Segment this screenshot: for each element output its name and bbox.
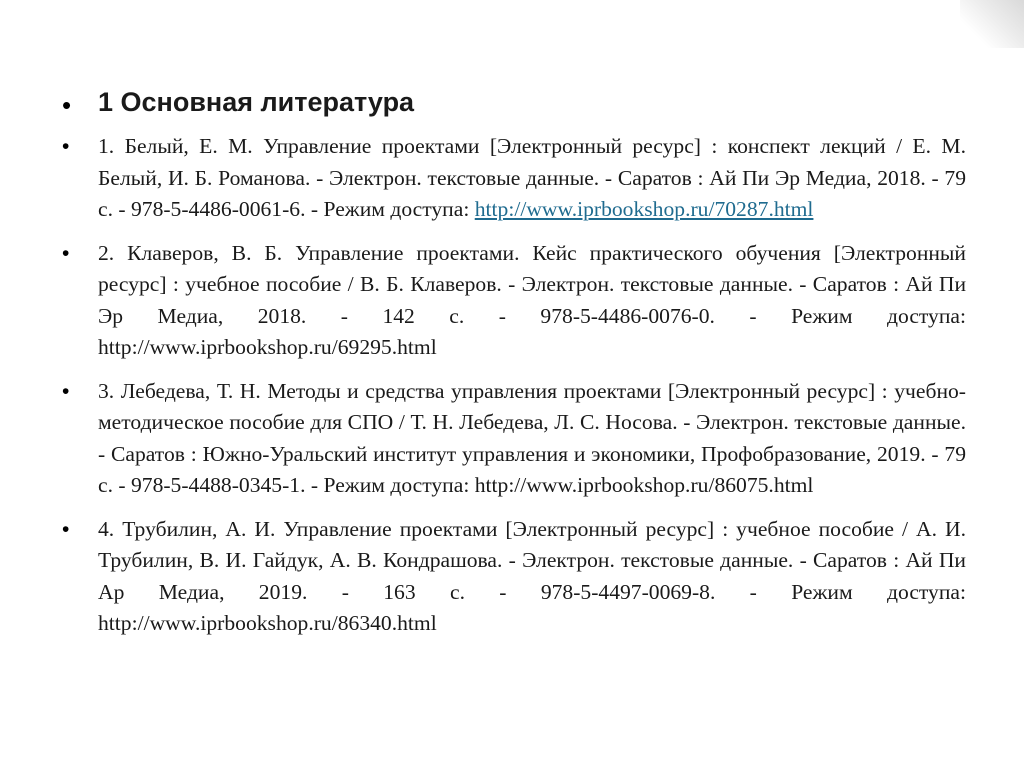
bullet-marker: • <box>62 517 70 541</box>
corner-decoration <box>960 0 1024 48</box>
bullet-marker: • <box>62 90 72 120</box>
bullet-list <box>62 82 966 652</box>
reference-item-3 <box>62 376 966 502</box>
bullet-marker: • <box>62 379 70 403</box>
reference-text: 2. Клаверов, В. Б. Управление проектами. Кейс практического обучения [Электронный ресурс] : учебное пособие / В. Б. Клаверов. - Электрон. текстовые данные. - Саратов : Ай Пи Эр Медиа, 2018. - 142 с. - 978-5-4486-0076-0. - Режим доступа: http://www.iprbookshop.ru/69295.html <box>98 240 966 359</box>
reference-text <box>98 131 966 226</box>
section-heading: 1 Основная литература <box>98 87 415 117</box>
bullet-marker: • <box>62 135 70 158</box>
reference-body: 1. Белый, Е. М. Управление проектами [Электронный ресурс] : конспект лекций / Е. М. Белый, И. Б. Романова. - Электрон. текстовые данные. - Саратов : Ай Пи Эр Медиа, 2018. - 79 с. - 978-5-4486-0061-6. - Режим доступа: <box>98 134 966 221</box>
reference-item-2 <box>62 238 966 364</box>
reference-item-1 <box>62 131 966 226</box>
bullet-marker: • <box>62 241 70 265</box>
reference-text: 4. Трубилин, А. И. Управление проектами [Электронный ресурс] : учебное пособие / А. И. Трубилин, В. И. Гайдук, А. В. Кондрашова. - Электрон. текстовые данные. - Саратов : Ай Пи Ар Медиа, 2019. - 163 с. - 978-5-4497-0069-8. - Режим доступа: http://www.iprbookshop.ru/86340.html <box>98 516 966 635</box>
list-item-heading <box>62 82 966 122</box>
reference-item-4 <box>62 514 966 640</box>
reference-text: 3. Лебедева, Т. Н. Методы и средства управления проектами [Электронный ресурс] : учебно-методическое пособие для СПО / Т. Н. Лебедева, Л. С. Носова. - Электрон. текстовые данные. - Саратов : Южно-Уральский институт управления и экономики, Профобразование, 2019. - 79 с. - 978-5-4488-0345-1. - Режим доступа: http://www.iprbookshop.ru/86075.html <box>98 378 966 497</box>
reference-link[interactable]: http://www.iprbookshop.ru/70287.html <box>474 197 814 221</box>
